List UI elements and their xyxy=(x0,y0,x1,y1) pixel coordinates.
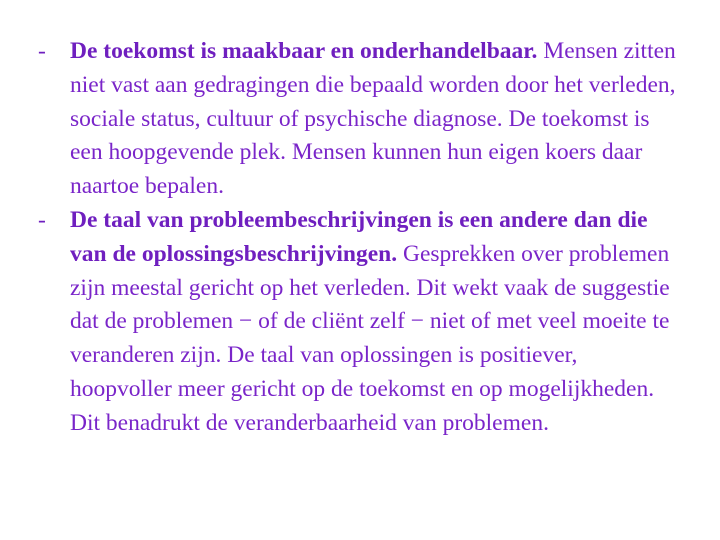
bullet-heading: De toekomst is maakbaar en onderhandelbaar. xyxy=(70,38,544,64)
bullet-marker: - xyxy=(38,38,46,64)
bullet-list xyxy=(38,35,678,441)
bullet-heading: De taal van probleembeschrijvingen is een andere dan die van de oplossingsbeschrijvingen. xyxy=(70,206,648,267)
bullet-item-future xyxy=(38,35,678,204)
bullet-item-language xyxy=(38,204,678,441)
bullet-body: Mensen zitten niet vast aan gedragingen die bepaald worden door het verleden, sociale status, cultuur of psychische diagnose. De toekomst is een hoopgevende plek. Mensen kunnen hun eigen koers daar naartoe bepalen. xyxy=(70,38,676,200)
bullet-body: Gesprekken over problemen zijn meestal gericht op het verleden. Dit wekt vaak de suggestie dat de problemen − of de cliënt zelf − niet of met veel moeite te veranderen zijn. De taal van oplossingen is positiever, hoopvoller meer gericht op de toekomst en op mogelijkheden. Dit benadrukt de veranderbaarheid van problemen. xyxy=(70,240,670,436)
bullet-marker: - xyxy=(38,206,46,233)
